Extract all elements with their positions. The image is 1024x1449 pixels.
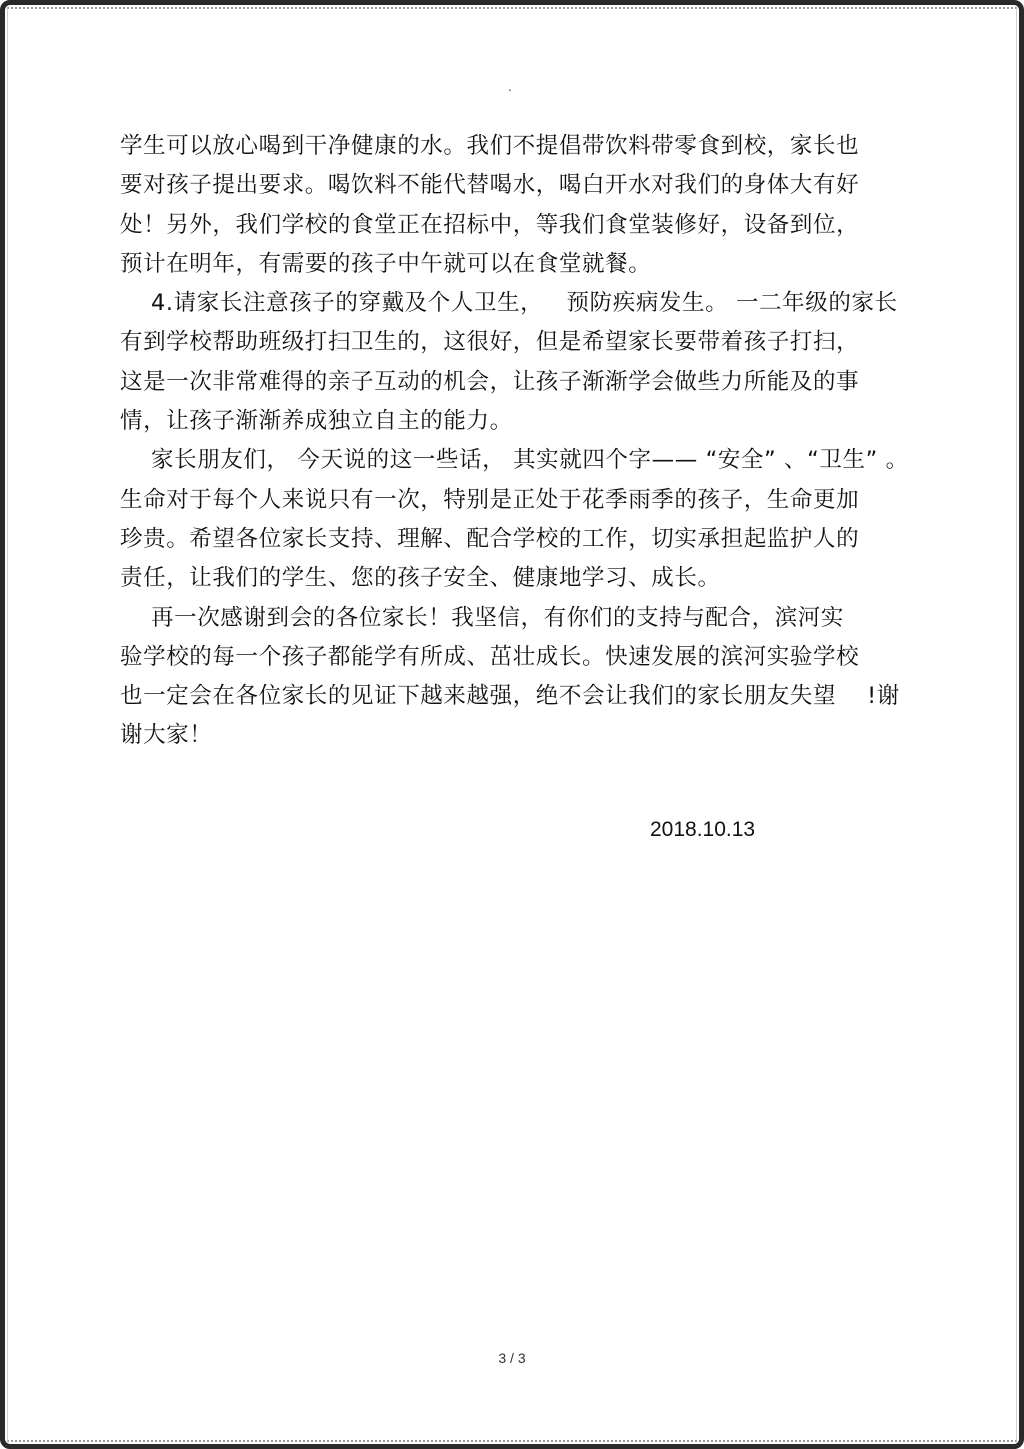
page-number: 3 / 3 bbox=[498, 1350, 526, 1366]
body-line: 要对孩子提出要求。喝饮料不能代替喝水，喝白开水对我们的身体大有好 bbox=[120, 172, 860, 199]
signature-date: 2018.10.13 bbox=[650, 818, 756, 841]
body-line: 责任，让我们的学生、您的孩子安全、健康地学习、成长。 bbox=[120, 565, 721, 592]
body-line: 再一次感谢到会的各位家长！我坚信，有你们的支持与配合，滨河实 bbox=[120, 604, 845, 631]
body-line: 处！另外，我们学校的食堂正在招标中，等我们食堂装修好，设备到位， bbox=[120, 211, 860, 238]
body-line: 预计在明年，有需要的孩子中午就可以在食堂就餐。 bbox=[120, 250, 652, 277]
body-line: 验学校的每一个孩子都能学有所成、茁壮成长。快速发展的滨河实验学校 bbox=[120, 643, 860, 670]
body-line: 这是一次非常难得的亲子互动的机会，让孩子渐渐学会做些力所能及的事 bbox=[120, 368, 860, 395]
body-line: 有到学校帮助班级打扫卫生的，这很好，但是希望家长要带着孩子打扫， bbox=[120, 329, 860, 356]
header-dot: . bbox=[508, 80, 512, 94]
body-line: 珍贵。希望各位家长支持、理解、配合学校的工作，切实承担起监护人的 bbox=[120, 525, 860, 552]
body-line: 谢大家！ bbox=[120, 722, 213, 749]
body-line: 家长朋友们， 今天说的这一些话， 其实就四个字—— “安全” 、“卫生” 。 bbox=[120, 447, 909, 474]
body-line: 生命对于每个人来说只有一次，特别是正处于花季雨季的孩子，生命更加 bbox=[120, 486, 860, 513]
body-line: 情，让孩子渐渐养成独立自主的能力。 bbox=[120, 408, 513, 435]
body-line: 也一定会在各位家长的见证下越来越强，绝不会让我们的家长朋友失望 !谢 bbox=[120, 683, 900, 710]
letter-body bbox=[120, 127, 909, 756]
body-line: 4.请家长注意孩子的穿戴及个人卫生， 预防疾病发生。 一二年级的家长 bbox=[120, 290, 898, 317]
body-line: 学生可以放心喝到干净健康的水。我们不提倡带饮料带零食到校，家长也 bbox=[120, 133, 860, 159]
